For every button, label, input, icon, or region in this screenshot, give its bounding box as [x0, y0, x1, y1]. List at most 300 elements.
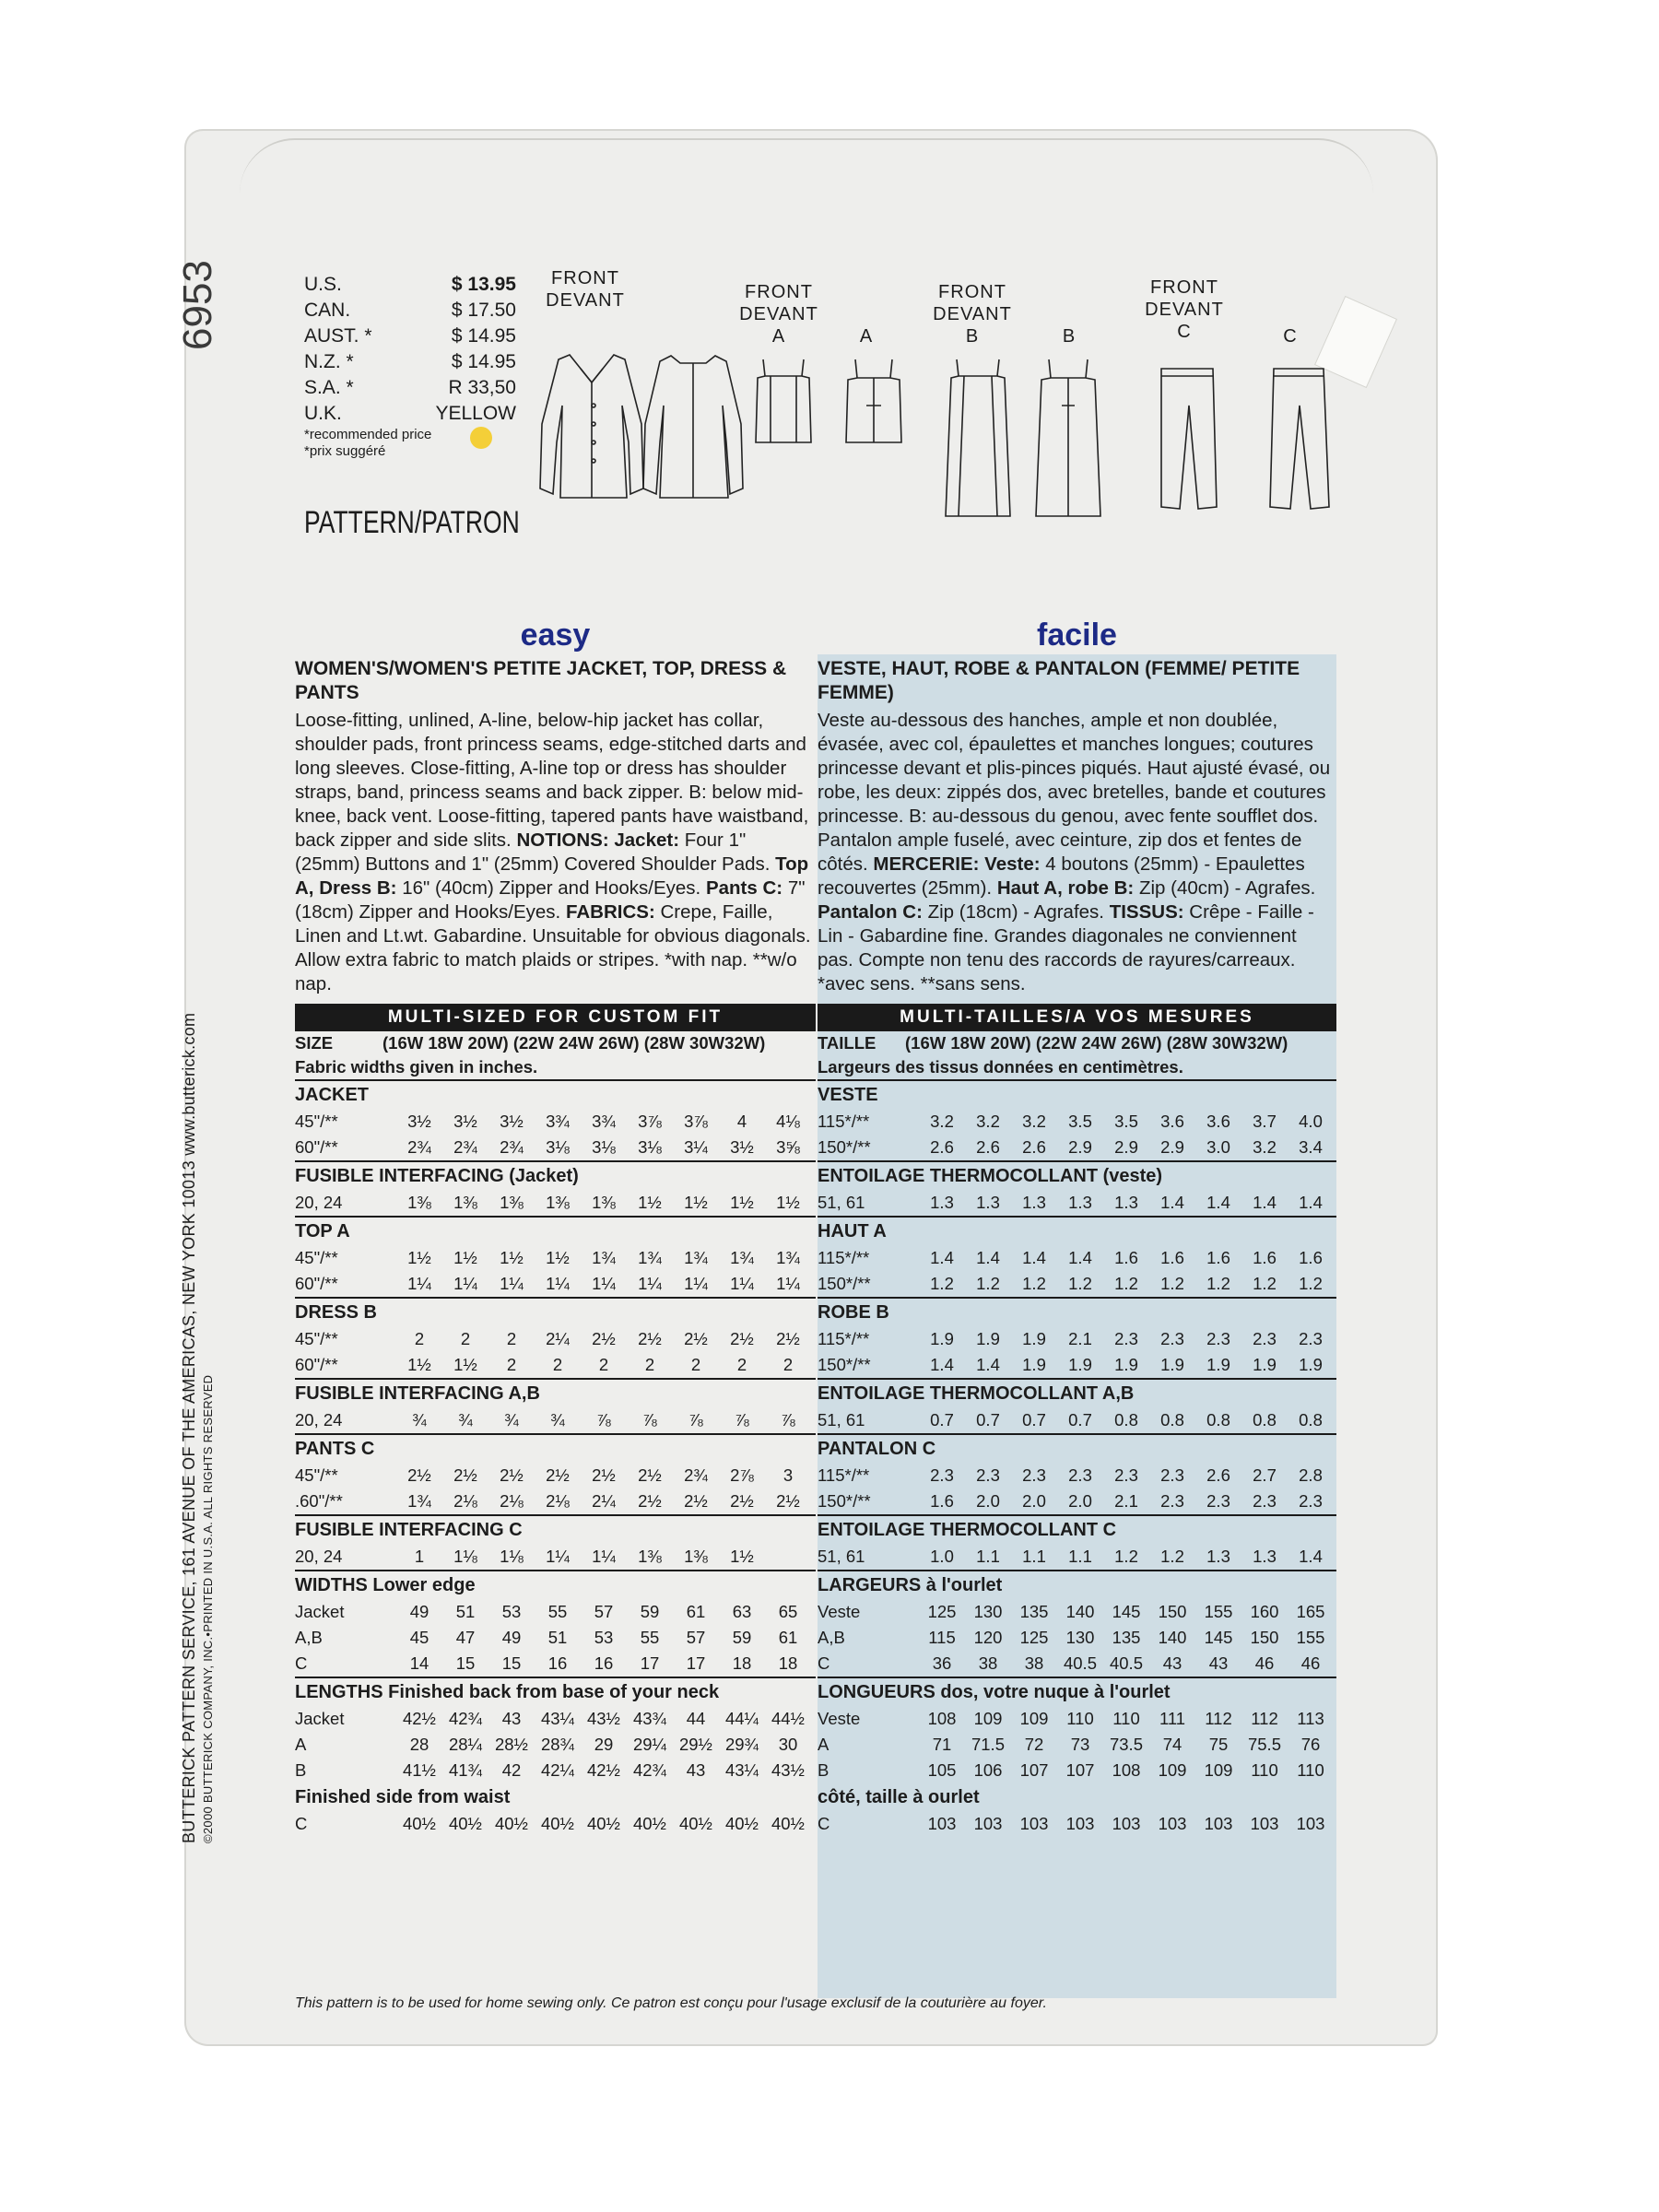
row-label: B: [818, 1760, 830, 1780]
table-cell: 1.4: [976, 1355, 1000, 1374]
table-cell: 2½: [453, 1465, 477, 1485]
table-cell: 1.2: [1160, 1547, 1184, 1566]
table-cell: 65: [778, 1602, 798, 1621]
table-cell: 2.6: [930, 1137, 954, 1157]
table-section-title: ENTOILAGE THERMOCOLLANT A,B: [818, 1378, 1336, 1407]
table-cell: 1.3: [1206, 1547, 1230, 1566]
table-cell: 3⅞: [638, 1112, 662, 1131]
row-label: 45"/**: [295, 1329, 338, 1348]
table-cell: 59: [732, 1628, 752, 1647]
table-cell: 1.0: [930, 1547, 954, 1566]
table-cell: ¾: [458, 1410, 473, 1430]
table-cell: 1.9: [976, 1329, 1000, 1348]
table-cell: ⅞: [642, 1410, 657, 1430]
yardage-table-en: [295, 1079, 816, 1837]
price-region: AUST. *: [304, 325, 372, 347]
table-cell: 1.4: [1068, 1248, 1092, 1267]
table-cell: 109: [1158, 1760, 1187, 1780]
copyright-line: ©2000 BUTTERICK COMPANY, INC.•PRINTED IN U.S.A. ALL RIGHTS RESERVED: [201, 1374, 215, 1843]
table-cell: 61: [778, 1628, 798, 1647]
table-cell: 40.5: [1063, 1653, 1097, 1673]
table-cell: 2.3: [1206, 1491, 1230, 1511]
table-cell: 42¾: [448, 1709, 482, 1728]
table-cell: 1¼: [730, 1274, 754, 1293]
table-cell: 2.6: [1206, 1465, 1230, 1485]
price-value: $ 13.95: [451, 274, 516, 295]
row-label: 20, 24: [295, 1193, 343, 1212]
table-row: [295, 1109, 816, 1135]
table-cell: 107: [1019, 1760, 1049, 1780]
table-section-title: Finished side from waist: [295, 1787, 511, 1807]
jacket-front-sketch: [540, 355, 643, 498]
table-cell: 2.3: [1068, 1465, 1092, 1485]
table-cell: 57: [594, 1602, 614, 1621]
table-cell: 40½: [678, 1814, 712, 1833]
table-cell: 3⅛: [546, 1137, 570, 1157]
table-cell: 145: [1204, 1628, 1233, 1647]
table-cell: 160: [1250, 1602, 1279, 1621]
table-cell: 0.8: [1253, 1410, 1277, 1430]
table-cell: 2.3: [1299, 1491, 1323, 1511]
table-cell: 1¼: [684, 1274, 708, 1293]
table-cell: 2.3: [1160, 1465, 1184, 1485]
table-cell: 1.9: [1114, 1355, 1138, 1374]
table-cell: 1½: [684, 1193, 708, 1212]
table-row: [818, 1625, 1336, 1651]
table-cell: 3⅛: [638, 1137, 662, 1157]
pants-c-front-sketch: [1161, 369, 1217, 509]
dress-b-back-sketch: [1036, 359, 1100, 516]
table-cell: 49: [409, 1602, 429, 1621]
price-table: [304, 272, 516, 460]
table-cell: 2.3: [1160, 1491, 1184, 1511]
table-section-title: ROBE B: [818, 1297, 1336, 1326]
row-label: A: [295, 1735, 307, 1754]
price-row: [304, 349, 516, 375]
price-region: CAN.: [304, 300, 351, 321]
table-cell: 1.3: [1114, 1193, 1138, 1212]
price-region: N.Z. *: [304, 351, 354, 372]
table-cell: 1½: [453, 1248, 477, 1267]
table-cell: 2: [552, 1355, 563, 1374]
table-cell: 1.2: [1253, 1274, 1277, 1293]
table-cell: 1¼: [407, 1274, 431, 1293]
table-row: [818, 1326, 1336, 1352]
table-section-title: ENTOILAGE THERMOCOLLANT (veste): [818, 1160, 1336, 1190]
table-cell: 29¾: [724, 1735, 759, 1754]
price-note: *prix suggéré: [304, 443, 386, 459]
table-cell: 3.2: [1022, 1112, 1046, 1131]
table-cell: 3⅝: [776, 1137, 800, 1157]
envelope-flap: [240, 138, 1373, 241]
table-row: [818, 1135, 1336, 1160]
table-cell: 44¼: [724, 1709, 759, 1728]
row-label: 20, 24: [295, 1547, 343, 1566]
table-cell: ¾: [412, 1410, 427, 1430]
table-cell: 2½: [638, 1491, 662, 1511]
table-cell: 1.2: [1114, 1547, 1138, 1566]
table-cell: 43: [501, 1709, 522, 1728]
table-cell: 40½: [771, 1814, 805, 1833]
table-cell: 42: [501, 1760, 522, 1780]
table-cell: 0.7: [930, 1410, 954, 1430]
table-cell: 1½: [453, 1355, 477, 1374]
table-cell: 1.3: [1253, 1547, 1277, 1566]
price-notes: [304, 427, 516, 460]
table-cell: 1¾: [592, 1248, 616, 1267]
table-cell: 2¾: [453, 1137, 477, 1157]
row-label: A: [818, 1735, 830, 1754]
dress-b-front-sketch: [946, 359, 1010, 516]
table-cell: 40.5: [1109, 1653, 1143, 1673]
table-cell: 3½: [730, 1137, 754, 1157]
yardage-table-fr: [818, 1079, 1336, 1837]
price-row: [304, 324, 516, 349]
table-cell: 2¾: [500, 1137, 524, 1157]
row-label: Veste: [818, 1709, 861, 1728]
table-cell: 3.5: [1068, 1112, 1092, 1131]
table-row: [295, 1190, 816, 1216]
table-row: [295, 1811, 816, 1837]
table-cell: 103: [1204, 1814, 1233, 1833]
table-cell: 2.8: [1299, 1465, 1323, 1485]
price-value: $ 14.95: [451, 325, 516, 347]
price-row: [304, 375, 516, 401]
table-cell: 53: [501, 1602, 522, 1621]
table-cell: 135: [1112, 1628, 1141, 1647]
row-label: 150*/**: [818, 1491, 871, 1511]
table-cell: 109: [1204, 1760, 1233, 1780]
top-a-front-sketch: [756, 359, 811, 442]
table-cell: 2: [506, 1355, 517, 1374]
table-cell: 46: [1254, 1653, 1275, 1673]
table-cell: 1.9: [1068, 1355, 1092, 1374]
row-label: Veste: [818, 1602, 861, 1621]
table-cell: 140: [1158, 1628, 1187, 1647]
table-section-title: TOP A: [295, 1216, 816, 1245]
table-cell: 61: [686, 1602, 706, 1621]
table-cell: 112: [1205, 1709, 1232, 1728]
table-cell: 2½: [684, 1491, 708, 1511]
table-cell: 1¾: [730, 1248, 754, 1267]
table-cell: 0.7: [1068, 1410, 1092, 1430]
table-cell: 0.7: [1022, 1410, 1046, 1430]
table-cell: 2: [414, 1329, 425, 1348]
table-cell: 103: [1158, 1814, 1187, 1833]
table-cell: 2.3: [1206, 1329, 1230, 1348]
row-label: A,B: [295, 1628, 323, 1647]
row-label: 51, 61: [818, 1410, 865, 1430]
table-cell: 0.8: [1299, 1410, 1323, 1430]
table-cell: 125: [1019, 1628, 1049, 1647]
table-cell: 109: [973, 1709, 1003, 1728]
description-en: Loose-fitting, unlined, A-line, below-hip jacket has collar, shoulder pads, front princess seams, edge-stitched darts and long sleeves. Close-fitting, A-line top or dress has shoulder straps, band, princess seams and back zipper. B: below mid-knee, back vent. Loose-fitting, tapered pants have waistband, back zipper and side slits. NOTIONS: Jacket: Four 1" (25mm) Buttons and 1" (25mm) Covered Shoulder Pads. Top A, Dress B: 16" (40cm) Zipper and Hooks/Eyes. Pants C: 7" (18cm) Zipper and Hooks/Eyes. FABRICS: Crepe, Faille, Linen and Lt.wt. Gabardine. Unsuitable for obvious diagonals. Allow extra fabric to match plaids or stripes. *with nap. **w/o nap.: [295, 710, 811, 994]
table-cell: 47: [455, 1628, 476, 1647]
table-cell: 1.2: [1160, 1274, 1184, 1293]
table-cell: 1.1: [1022, 1547, 1046, 1566]
table-row: [818, 1352, 1336, 1378]
table-row: [818, 1488, 1336, 1514]
table-cell: 2⅞: [730, 1465, 754, 1485]
table-cell: ⅞: [596, 1410, 611, 1430]
row-label: 150*/**: [818, 1355, 871, 1374]
largeurs-note: Largeurs des tissus données en centimètres.: [818, 1057, 1183, 1077]
multi-size-bar: MULTI-SIZED FOR CUSTOM FIT: [295, 1004, 816, 1031]
table-cell: 0.8: [1114, 1410, 1138, 1430]
row-label: 60"/**: [295, 1137, 338, 1157]
table-cell: ⅞: [781, 1410, 795, 1430]
table-cell: 2½: [638, 1465, 662, 1485]
pattern-label: PATTERN/PATRON: [304, 505, 520, 540]
table-cell: 103: [1065, 1814, 1095, 1833]
row-label: 60"/**: [295, 1355, 338, 1374]
table-row: [295, 1326, 816, 1352]
table-cell: 1¼: [592, 1274, 616, 1293]
table-cell: 2.3: [976, 1465, 1000, 1485]
table-cell: 1.9: [1299, 1355, 1323, 1374]
row-label: 115*/**: [818, 1112, 870, 1131]
row-label: 150*/**: [818, 1137, 871, 1157]
table-cell: 120: [973, 1628, 1003, 1647]
table-cell: 2.3: [1253, 1329, 1277, 1348]
publisher-info: [180, 1013, 215, 1843]
table-cell: 1⅛: [453, 1547, 477, 1566]
table-cell: 1½: [730, 1547, 754, 1566]
table-cell: 2.3: [1160, 1329, 1184, 1348]
table-cell: 28¾: [540, 1735, 574, 1754]
table-cell: 150: [1250, 1628, 1279, 1647]
table-cell: 1¼: [546, 1274, 570, 1293]
table-cell: 1.4: [1022, 1248, 1046, 1267]
table-cell: 3.6: [1206, 1112, 1230, 1131]
table-cell: 75.5: [1247, 1735, 1281, 1754]
table-row: [818, 1271, 1336, 1297]
table-section-title: côté, taille à ourlet: [818, 1787, 980, 1807]
table-cell: 2.6: [1022, 1137, 1046, 1157]
table-section-title: WIDTHS Lower edge: [295, 1570, 816, 1599]
table-cell: 0.8: [1206, 1410, 1230, 1430]
table-cell: 2: [506, 1329, 517, 1348]
table-cell: 43½: [586, 1709, 620, 1728]
table-cell: 43: [686, 1760, 706, 1780]
table-cell: 106: [973, 1760, 1003, 1780]
table-cell: 3½: [500, 1112, 524, 1131]
table-row: [295, 1758, 816, 1783]
easy-heading: easy: [520, 618, 591, 653]
table-cell: 1.1: [1068, 1547, 1092, 1566]
table-cell: 71.5: [971, 1735, 1005, 1754]
table-cell: 3¼: [684, 1137, 708, 1157]
table-cell: 3.5: [1114, 1112, 1138, 1131]
table-cell: 1.4: [1299, 1547, 1323, 1566]
table-cell: 113: [1297, 1709, 1324, 1728]
table-row: [295, 1271, 816, 1297]
taille-row: TAILLE (16W 18W 20W) (22W 24W 26W) (28W 30W32W): [818, 1033, 1288, 1053]
table-cell: 110: [1251, 1760, 1278, 1780]
table-cell: 3.2: [930, 1112, 954, 1131]
table-cell: 51: [455, 1602, 476, 1621]
table-cell: 103: [1250, 1814, 1279, 1833]
table-cell: 111: [1159, 1709, 1186, 1728]
home-sewing-note: This pattern is to be used for home sewing only. Ce patron est conçu pour l'usage exclusif de la couturière au foyer.: [295, 1995, 1047, 2011]
table-row: [295, 1625, 816, 1651]
table-cell: 1.6: [1299, 1248, 1323, 1267]
table-cell: 2¾: [407, 1137, 431, 1157]
table-cell: 29¼: [632, 1735, 666, 1754]
table-row: [295, 1352, 816, 1378]
table-cell: 3.2: [1253, 1137, 1277, 1157]
table-cell: 2.6: [976, 1137, 1000, 1157]
table-cell: 103: [973, 1814, 1003, 1833]
table-cell: 2½: [684, 1329, 708, 1348]
table-cell: 1⅜: [500, 1193, 524, 1212]
table-cell: 155: [1296, 1628, 1325, 1647]
table-cell: 110: [1112, 1709, 1140, 1728]
table-cell: 103: [1112, 1814, 1141, 1833]
table-section-title: PANTALON C: [818, 1433, 1336, 1463]
view-label-front-a: FRONT DEVANT A: [739, 282, 818, 347]
table-cell: 3¾: [592, 1112, 616, 1131]
garment-views: [516, 267, 1346, 525]
table-cell: 1.2: [1299, 1274, 1323, 1293]
table-cell: 42¾: [632, 1760, 666, 1780]
row-label: A,B: [818, 1628, 845, 1647]
french-column: [818, 613, 1336, 1837]
table-cell: 1½: [776, 1193, 800, 1212]
table-cell: 2.3: [1114, 1329, 1138, 1348]
table-cell: 2½: [730, 1491, 754, 1511]
table-cell: 1¼: [776, 1274, 800, 1293]
top-a-back-sketch: [846, 359, 901, 442]
table-row: [818, 1544, 1336, 1570]
table-cell: 71: [932, 1735, 952, 1754]
table-cell: 140: [1065, 1602, 1095, 1621]
table-cell: 2.3: [1022, 1465, 1046, 1485]
table-cell: 28: [409, 1735, 429, 1754]
table-cell: 2: [460, 1329, 471, 1348]
table-cell: 1¾: [407, 1491, 431, 1511]
table-cell: 18: [778, 1653, 798, 1673]
row-label: 51, 61: [818, 1193, 865, 1212]
table-row: [818, 1599, 1336, 1625]
table-cell: 1¾: [776, 1248, 800, 1267]
table-cell: 135: [1019, 1602, 1049, 1621]
table-cell: 63: [732, 1602, 752, 1621]
price-row: [304, 298, 516, 324]
table-cell: 15: [501, 1653, 522, 1673]
table-cell: 45: [409, 1628, 429, 1647]
table-cell: 40½: [586, 1814, 620, 1833]
table-cell: 76: [1300, 1735, 1321, 1754]
table-cell: 1: [414, 1547, 425, 1566]
view-label-front-c: FRONT DEVANT C: [1145, 277, 1224, 342]
table-cell: 0.7: [976, 1410, 1000, 1430]
table-cell: 40½: [494, 1814, 528, 1833]
title-en: WOMEN'S/WOMEN'S PETITE JACKET, TOP, DRESS & PANTS: [295, 658, 787, 703]
table-cell: 1.3: [976, 1193, 1000, 1212]
table-cell: 73: [1070, 1735, 1090, 1754]
table-cell: 3½: [453, 1112, 477, 1131]
table-cell: 28¼: [448, 1735, 482, 1754]
table-row: [818, 1245, 1336, 1271]
row-label: C: [295, 1653, 308, 1673]
table-cell: 110: [1066, 1709, 1094, 1728]
table-row: [295, 1732, 816, 1758]
table-cell: 41¾: [448, 1760, 482, 1780]
table-cell: 2½: [638, 1329, 662, 1348]
pants-c-back-sketch: [1270, 369, 1329, 509]
table-cell: 2¼: [546, 1329, 570, 1348]
price-region: U.S.: [304, 274, 342, 295]
table-cell: 42½: [586, 1760, 620, 1780]
table-cell: 2.0: [976, 1491, 1000, 1511]
view-label-back-a: A: [859, 326, 874, 347]
view-label-front-b: FRONT DEVANT B: [933, 282, 1012, 347]
view-label-back-c: C: [1283, 326, 1298, 347]
table-cell: 73.5: [1109, 1735, 1143, 1754]
table-cell: 1¾: [684, 1248, 708, 1267]
title-fr: VESTE, HAUT, ROBE & PANTALON (FEMME/ PETITE FEMME): [818, 658, 1300, 703]
table-cell: 2.9: [1068, 1137, 1092, 1157]
table-cell: 49: [501, 1628, 522, 1647]
row-label: 20, 24: [295, 1410, 343, 1430]
view-label-back-b: B: [1062, 326, 1077, 347]
row-label: .60"/**: [295, 1491, 343, 1511]
table-cell: 0.8: [1160, 1410, 1184, 1430]
table-cell: 2½: [546, 1465, 570, 1485]
table-cell: 1.4: [930, 1248, 954, 1267]
table-cell: 108: [1112, 1760, 1141, 1780]
table-cell: 115: [928, 1628, 956, 1647]
table-cell: 28½: [494, 1735, 528, 1754]
table-cell: 109: [1019, 1709, 1049, 1728]
table-cell: 43½: [771, 1760, 805, 1780]
table-cell: 110: [1297, 1760, 1324, 1780]
table-cell: 145: [1112, 1602, 1141, 1621]
table-cell: 1¼: [500, 1274, 524, 1293]
table-cell: 2.3: [1253, 1491, 1277, 1511]
table-cell: 1.4: [930, 1355, 954, 1374]
table-cell: 55: [640, 1628, 660, 1647]
table-cell: 107: [1065, 1760, 1095, 1780]
table-row: [295, 1135, 816, 1160]
table-cell: 2½: [500, 1465, 524, 1485]
row-label: Jacket: [295, 1602, 345, 1621]
table-cell: 3.4: [1299, 1137, 1323, 1157]
table-cell: 1.4: [1206, 1193, 1230, 1212]
table-cell: 105: [927, 1760, 957, 1780]
table-cell: 59: [640, 1602, 660, 1621]
row-label: Jacket: [295, 1709, 345, 1728]
table-cell: 112: [1251, 1709, 1278, 1728]
table-cell: ¾: [550, 1410, 565, 1430]
table-cell: 2: [598, 1355, 609, 1374]
row-label: C: [818, 1814, 830, 1833]
table-cell: 2¾: [684, 1465, 708, 1485]
table-row: [818, 1463, 1336, 1488]
table-cell: 1½: [546, 1248, 570, 1267]
table-row: [295, 1488, 816, 1514]
table-cell: 1.6: [1160, 1248, 1184, 1267]
table-cell: 1.4: [1160, 1193, 1184, 1212]
table-cell: 42¼: [540, 1760, 574, 1780]
description-fr: Veste au-dessous des hanches, ample et non doublée, évasée, avec col, épaulettes et manches longues; coutures princesse devant et plis-pinces piqués. Haut ajusté évasé, ou robe, les deux: zippés dos, avec bretelles, bande et coutures princesse. B: au-dessous du genou, avec fente soufflet dos. Pantalon ample fuselé, avec ceinture, zip dos et fentes de côtés. MERCERIE: Veste: 4 boutons (25mm) - Epaulettes recouvertes (25mm). Haut A, robe B: Zip (40cm) - Agrafes. Pantalon C: Zip (18cm) - Agrafes. TISSUS: Crêpe - Faille - Lin - Gabardine fine. Grandes diagonales ne conviennent pas. Compte non tenu des raccords de rayures/carreaux. *avec sens. **sans sens.: [818, 710, 1331, 994]
table-cell: 1¼: [592, 1547, 616, 1566]
table-cell: 2: [690, 1355, 701, 1374]
table-cell: 40½: [448, 1814, 482, 1833]
table-cell: 1.1: [976, 1547, 1000, 1566]
table-cell: 17: [686, 1653, 706, 1673]
